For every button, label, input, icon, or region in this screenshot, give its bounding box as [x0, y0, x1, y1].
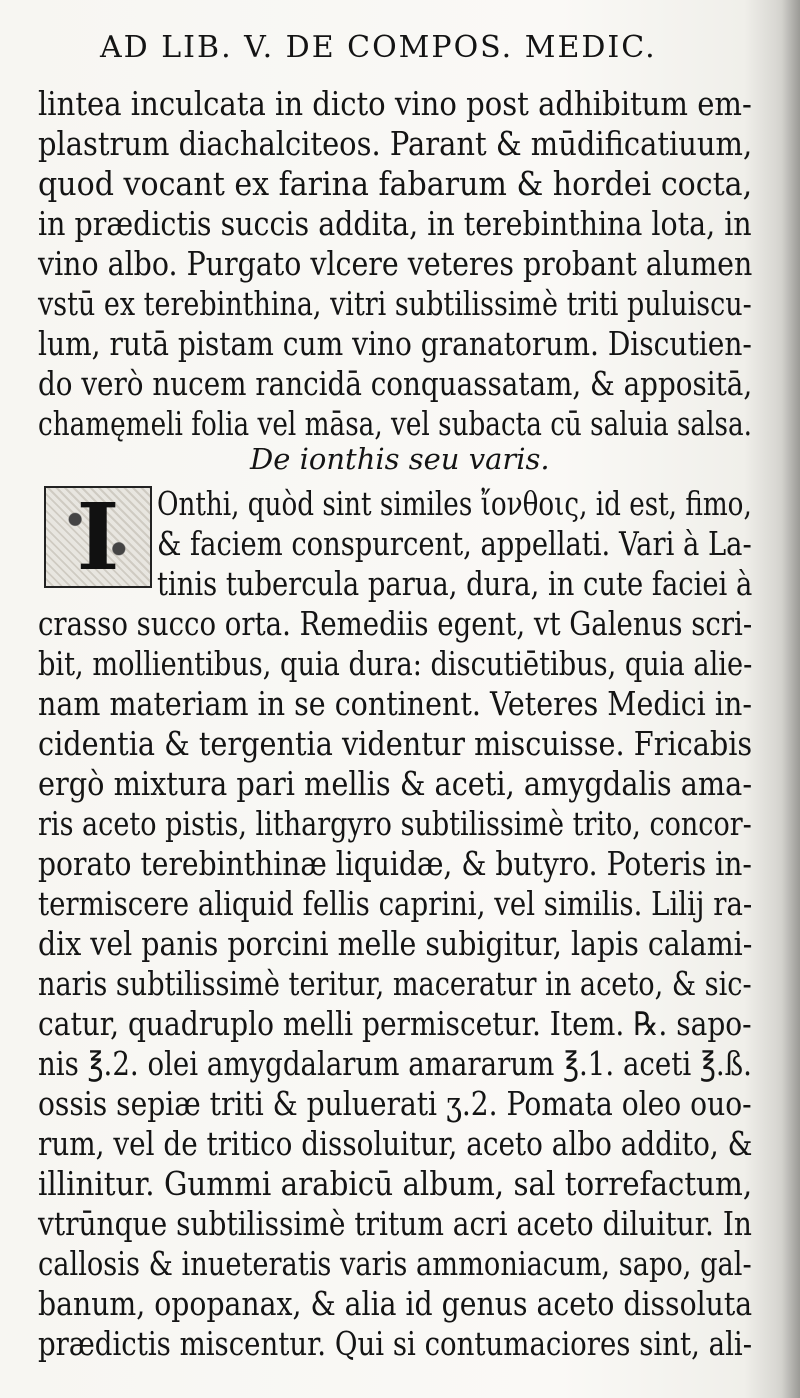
text-line: lintea inculcata in dicto vino post adhibitum em- — [38, 85, 752, 123]
text-line: quod vocant ex farina fabarum & hordei cocta, — [38, 165, 753, 203]
running-head: AD LIB. V. DE COMPOS. MEDIC. — [100, 30, 657, 65]
text-line: tinis tubercula parua, dura, in cute faciei à — [157, 565, 753, 603]
text-line: callosis & inueteratis varis ammoniacum, sapo, gal- — [38, 1245, 752, 1283]
section-heading: De ionthis seu varis. — [250, 442, 550, 476]
text-line: termiscere aliquid fellis caprini, vel similis. Lilij ra- — [38, 885, 753, 923]
text-line: lum, rutā pistam cum vino granatorum. Discutien- — [38, 325, 752, 363]
text-line: vstū ex terebinthina, vitri subtilissimè triti puluiscu- — [38, 285, 752, 323]
text-line: ossis sepiæ triti & puluerati ʒ.2. Pomata oleo ouo- — [38, 1085, 752, 1123]
text-line: plastrum diachalciteos. Parant & mūdificatiuum, — [38, 125, 753, 163]
text-line: in prædictis succis addita, in terebinthina lota, in — [38, 205, 752, 243]
text-line: prædictis miscentur. Qui si contumaciores sint, ali- — [38, 1325, 753, 1363]
text-line: catur, quadruplo melli permiscetur. Item. ℞. sapo- — [38, 1005, 752, 1043]
text-line: crasso succo orta. Remediis egent, vt Galenus scri- — [38, 605, 753, 643]
text-line: ris aceto pistis, lithargyro subtilissimè trito, concor- — [38, 805, 752, 843]
text-line: do verò nucem rancidā conquassatam, & appositā, — [38, 365, 753, 403]
text-line: bit, mollientibus, quia dura: discutiētibus, quia alie- — [38, 645, 753, 683]
text-line: vtrūnque subtilissimè tritum acri aceto diluitur. In — [38, 1205, 752, 1243]
text-line: chamęmeli folia vel māsa, vel subacta cū saluia salsa. — [38, 405, 752, 443]
text-line: naris subtilissimè teritur, maceratur in aceto, & sic- — [38, 965, 752, 1003]
text-line: dix vel panis porcini melle subigitur, lapis calami- — [38, 925, 753, 963]
text-line: rum, vel de tritico dissoluitur, aceto albo addito, & — [38, 1125, 753, 1163]
text-line: ergò mixtura pari mellis & aceti, amygdalis ama- — [38, 765, 753, 803]
text-line: illinitur. Gummi arabicū album, sal torrefactum, — [38, 1165, 753, 1203]
drop-initial-letter: I — [76, 483, 120, 591]
decorated-initial — [44, 483, 152, 591]
text-line: cidentia & tergentia videntur miscuisse. Fricabis — [38, 725, 753, 763]
text-line: & faciem conspurcent, appellati. Vari à La- — [157, 525, 752, 563]
text-line: nis ℥.2. olei amygdalarum amararum ℥.1. aceti ℥.ß. — [38, 1045, 752, 1083]
text-line: vino albo. Purgato vlcere veteres probant alumen — [38, 245, 753, 283]
text-line: banum, opopanax, & alia id genus aceto dissoluta — [38, 1285, 753, 1323]
text-line: nam materiam in se continent. Veteres Medici in- — [38, 685, 752, 723]
text-line: porato terebinthinæ liquidæ, & butyro. Poteris in- — [38, 845, 752, 883]
text-line: Onthi, quòd sint similes ἴονθοις, id est, fimo, — [157, 485, 752, 523]
